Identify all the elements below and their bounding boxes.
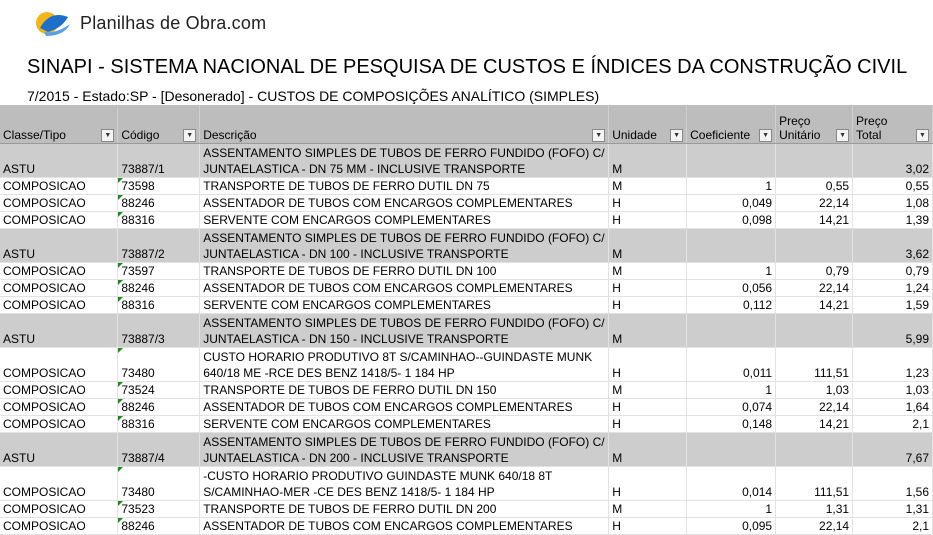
cell-coeficiente[interactable]: 1 [687, 501, 776, 518]
header-codigo[interactable] [118, 105, 200, 144]
cell-coeficiente[interactable]: 1 [687, 178, 776, 195]
header-preco-unitario[interactable] [776, 105, 853, 144]
description-line: ASSENTAMENTO SIMPLES DE TUBOS DE FERRO FUNDIDO (FOFO) C/ [203, 231, 605, 245]
description-line: SERVENTE COM ENCARGOS COMPLEMENTARES [203, 213, 491, 227]
astu-row[interactable] [0, 144, 933, 178]
cell-preco-unitario[interactable]: 0,79 [776, 263, 853, 280]
description-line: TRANSPORTE DE TUBOS DE FERRO DUTIL DN 200 [203, 502, 497, 516]
cell-coeficiente[interactable] [687, 229, 776, 263]
cell-coeficiente[interactable]: 0,112 [687, 297, 776, 314]
cell-unidade[interactable]: H [609, 416, 687, 433]
cell-unidade[interactable]: H [609, 518, 687, 535]
cell-coeficiente[interactable]: 0,049 [687, 195, 776, 212]
table-row[interactable] [0, 518, 933, 535]
description-line: ASSENTAMENTO SIMPLES DE TUBOS DE FERRO FUNDIDO (FOFO) C/ [203, 316, 605, 330]
table-row[interactable] [0, 263, 933, 280]
description-line: TRANSPORTE DE TUBOS DE FERRO DUTIL DN 100 [203, 264, 497, 278]
filter-dropdown-icon[interactable]: ▼ [183, 129, 196, 142]
cell-preco-total[interactable]: 2,1 [853, 416, 933, 433]
cell-preco-total[interactable]: 1,59 [853, 297, 933, 314]
table-row[interactable] [0, 501, 933, 518]
header-preco-total-label: Preço Total [856, 114, 888, 142]
cell-classe[interactable]: ASTU [0, 144, 118, 178]
cell-unidade[interactable]: H [609, 297, 687, 314]
composition-table [0, 105, 933, 535]
cell-preco-unitario[interactable]: 111,51 [776, 348, 853, 382]
cell-codigo[interactable]: 88316 [118, 416, 200, 433]
filter-dropdown-icon[interactable]: ▼ [759, 129, 772, 142]
cell-preco-unitario[interactable] [776, 229, 853, 263]
description-line: TRANSPORTE DE TUBOS DE FERRO DUTIL DN 150 [203, 383, 497, 397]
cell-codigo[interactable]: 88316 [118, 297, 200, 314]
cell-preco-unitario[interactable]: 14,21 [776, 416, 853, 433]
cell-preco-total[interactable]: 1,03 [853, 382, 933, 399]
description-line: JUNTAELASTICA - DN 200 - INCLUSIVE TRANSPORTE [203, 451, 509, 465]
cell-coeficiente[interactable]: 0,011 [687, 348, 776, 382]
astu-row[interactable] [0, 433, 933, 467]
cell-classe[interactable]: COMPOSICAO [0, 263, 118, 280]
description-line: JUNTAELASTICA - DN 75 MM - INCLUSIVE TRANSPORTE [203, 162, 526, 176]
cell-preco-total[interactable]: 0,55 [853, 178, 933, 195]
cell-unidade[interactable]: H [609, 195, 687, 212]
cell-preco-total[interactable]: 5,99 [853, 314, 933, 348]
filter-dropdown-icon[interactable]: ▼ [101, 129, 114, 142]
cell-unidade[interactable]: M [609, 178, 687, 195]
cell-classe[interactable]: COMPOSICAO [0, 348, 118, 382]
logo-bar [0, 0, 933, 48]
cell-descricao[interactable] [200, 178, 609, 195]
cell-unidade[interactable]: M [609, 501, 687, 518]
header-codigo-label: Código [121, 128, 160, 142]
cell-preco-total[interactable]: 7,67 [853, 433, 933, 467]
table-row[interactable] [0, 212, 933, 229]
cell-descricao[interactable] [200, 348, 609, 382]
cell-descricao[interactable] [200, 416, 609, 433]
table-row[interactable] [0, 416, 933, 433]
cell-preco-total[interactable]: 3,02 [853, 144, 933, 178]
page-title: SINAPI - SISTEMA NACIONAL DE PESQUISA DE CUSTOS E ÍNDICES DA CONSTRUÇÃO CIVIL [27, 56, 908, 78]
cell-descricao[interactable] [200, 501, 609, 518]
astu-row[interactable] [0, 229, 933, 263]
cell-codigo[interactable]: 73887/3 [118, 314, 200, 348]
description-line: ASSENTADOR DE TUBOS COM ENCARGOS COMPLEMENTARES [203, 400, 573, 414]
cell-classe[interactable]: COMPOSICAO [0, 178, 118, 195]
header-classe[interactable] [0, 105, 118, 144]
cell-classe[interactable]: ASTU [0, 433, 118, 467]
cell-preco-unitario[interactable]: 111,51 [776, 467, 853, 501]
cell-descricao[interactable] [200, 229, 609, 263]
cell-codigo[interactable]: 73480 [118, 348, 200, 382]
filter-dropdown-icon[interactable]: ▼ [836, 129, 849, 142]
header-row [0, 105, 933, 144]
cell-classe[interactable]: COMPOSICAO [0, 399, 118, 416]
description-line: ASSENTAMENTO SIMPLES DE TUBOS DE FERRO FUNDIDO (FOFO) C/ [203, 435, 605, 449]
cell-coeficiente[interactable] [687, 314, 776, 348]
cell-unidade[interactable]: M [609, 314, 687, 348]
description-line: SERVENTE COM ENCARGOS COMPLEMENTARES [203, 298, 491, 312]
cell-preco-unitario[interactable] [776, 144, 853, 178]
cell-preco-unitario[interactable] [776, 433, 853, 467]
cell-coeficiente[interactable]: 0,098 [687, 212, 776, 229]
cell-preco-unitario[interactable]: 22,14 [776, 399, 853, 416]
cell-descricao[interactable] [200, 314, 609, 348]
cell-coeficiente[interactable] [687, 433, 776, 467]
cell-preco-total[interactable]: 1,56 [853, 467, 933, 501]
cell-coeficiente[interactable]: 1 [687, 263, 776, 280]
logo-text: Planilhas de Obra.com [80, 13, 267, 33]
cell-coeficiente[interactable]: 0,014 [687, 467, 776, 501]
cell-coeficiente[interactable]: 1 [687, 382, 776, 399]
cell-descricao[interactable] [200, 518, 609, 535]
cell-classe[interactable]: ASTU [0, 314, 118, 348]
cell-classe[interactable]: COMPOSICAO [0, 416, 118, 433]
cell-unidade[interactable]: H [609, 399, 687, 416]
cell-unidade[interactable]: H [609, 212, 687, 229]
cell-coeficiente[interactable]: 0,095 [687, 518, 776, 535]
description-line: ASSENTADOR DE TUBOS COM ENCARGOS COMPLEMENTARES [203, 196, 573, 210]
header-coeficiente-label: Coeficiente [690, 128, 751, 142]
cell-coeficiente[interactable]: 0,074 [687, 399, 776, 416]
cell-descricao[interactable] [200, 280, 609, 297]
cell-unidade[interactable]: M [609, 229, 687, 263]
table-row[interactable] [0, 280, 933, 297]
description-line: ASSENTAMENTO SIMPLES DE TUBOS DE FERRO FUNDIDO (FOFO) C/ [203, 146, 605, 160]
header-coeficiente[interactable] [687, 105, 776, 144]
cell-unidade[interactable]: M [609, 433, 687, 467]
cell-unidade[interactable]: H [609, 348, 687, 382]
cell-preco-total[interactable]: 3,62 [853, 229, 933, 263]
header-descricao-label: Descrição [203, 128, 257, 142]
cell-preco-unitario[interactable]: 14,21 [776, 297, 853, 314]
description-line: ASSENTADOR DE TUBOS COM ENCARGOS COMPLEMENTARES [203, 281, 573, 295]
cell-codigo[interactable]: 73480 [118, 467, 200, 501]
description-line: S/CAMINHAO-MER -CE DES BENZ 1418/5- 1 184 HP [203, 485, 495, 499]
cell-preco-unitario[interactable]: 22,14 [776, 280, 853, 297]
cell-codigo[interactable]: 73887/1 [118, 144, 200, 178]
cell-preco-total[interactable]: 1,31 [853, 501, 933, 518]
cell-unidade[interactable]: H [609, 280, 687, 297]
cell-preco-unitario[interactable]: 0,55 [776, 178, 853, 195]
cell-unidade[interactable]: H [609, 467, 687, 501]
cell-descricao[interactable] [200, 144, 609, 178]
planilhas-logo-icon [34, 8, 74, 38]
table-row[interactable] [0, 399, 933, 416]
cell-preco-total[interactable]: 1,64 [853, 399, 933, 416]
cell-codigo[interactable]: 73597 [118, 263, 200, 280]
cell-descricao[interactable] [200, 297, 609, 314]
cell-descricao[interactable] [200, 433, 609, 467]
cell-classe[interactable]: ASTU [0, 229, 118, 263]
cell-descricao[interactable] [200, 467, 609, 501]
cell-codigo[interactable]: 88316 [118, 212, 200, 229]
cell-preco-unitario[interactable]: 22,14 [776, 195, 853, 212]
cell-descricao[interactable] [200, 195, 609, 212]
filter-dropdown-icon[interactable]: ▼ [916, 129, 929, 142]
header-preco-unitario-label: Preço Unitário [779, 114, 821, 142]
cell-classe[interactable]: COMPOSICAO [0, 467, 118, 501]
cell-preco-total[interactable]: 1,08 [853, 195, 933, 212]
description-line: CUSTO HORARIO PRODUTIVO 8T S/CAMINHAO--GUINDASTE MUNK [203, 350, 593, 364]
cell-classe[interactable]: COMPOSICAO [0, 195, 118, 212]
table-row[interactable] [0, 297, 933, 314]
cell-coeficiente[interactable]: 0,056 [687, 280, 776, 297]
cell-codigo[interactable]: 88246 [118, 518, 200, 535]
table-row[interactable] [0, 382, 933, 399]
cell-coeficiente[interactable]: 0,148 [687, 416, 776, 433]
table-row[interactable] [0, 178, 933, 195]
cell-codigo[interactable]: 88246 [118, 399, 200, 416]
cell-preco-unitario[interactable]: 14,21 [776, 212, 853, 229]
cell-classe[interactable]: COMPOSICAO [0, 280, 118, 297]
table-row[interactable] [0, 195, 933, 212]
cell-preco-total[interactable]: 1,24 [853, 280, 933, 297]
cell-classe[interactable]: COMPOSICAO [0, 382, 118, 399]
cell-preco-unitario[interactable]: 1,31 [776, 501, 853, 518]
cell-preco-total[interactable]: 2,1 [853, 518, 933, 535]
filter-dropdown-icon[interactable]: ▼ [592, 129, 605, 142]
cell-codigo[interactable]: 73887/4 [118, 433, 200, 467]
cell-descricao[interactable] [200, 263, 609, 280]
cell-unidade[interactable]: M [609, 144, 687, 178]
filter-dropdown-icon[interactable]: ▼ [670, 129, 683, 142]
cell-codigo[interactable]: 88246 [118, 280, 200, 297]
description-line: JUNTAELASTICA - DN 150 - INCLUSIVE TRANSPORTE [203, 332, 509, 346]
header-unidade-label: Unidade [612, 128, 657, 142]
cell-preco-unitario[interactable] [776, 314, 853, 348]
description-line: ASSENTADOR DE TUBOS COM ENCARGOS COMPLEMENTARES [203, 519, 573, 533]
table-row[interactable] [0, 467, 933, 501]
description-line: -CUSTO HORARIO PRODUTIVO GUINDASTE MUNK 640/18 8T [203, 469, 553, 483]
cell-descricao[interactable] [200, 382, 609, 399]
cell-classe[interactable]: COMPOSICAO [0, 501, 118, 518]
astu-row[interactable] [0, 314, 933, 348]
cell-preco-total[interactable]: 1,39 [853, 212, 933, 229]
cell-classe[interactable]: COMPOSICAO [0, 212, 118, 229]
cell-unidade[interactable]: M [609, 382, 687, 399]
cell-codigo[interactable]: 88246 [118, 195, 200, 212]
cell-preco-total[interactable]: 1,23 [853, 348, 933, 382]
header-unidade[interactable] [609, 105, 687, 144]
cell-descricao[interactable] [200, 212, 609, 229]
header-descricao[interactable] [200, 105, 609, 144]
cell-unidade[interactable]: M [609, 263, 687, 280]
cell-preco-total[interactable]: 0,79 [853, 263, 933, 280]
cell-classe[interactable]: COMPOSICAO [0, 297, 118, 314]
cell-preco-unitario[interactable]: 1,03 [776, 382, 853, 399]
page-subtitle: 7/2015 - Estado:SP - [Desonerado] - CUSTOS DE COMPOSIÇÕES ANALÍTICO (SIMPLES) [27, 88, 600, 104]
description-line: JUNTAELASTICA - DN 100 - INCLUSIVE TRANSPORTE [203, 247, 509, 261]
description-line: TRANSPORTE DE TUBOS DE FERRO DUTIL DN 75 [203, 179, 490, 193]
description-line: 640/18 ME -RCE DES BENZ 1418/5- 1 184 HP [203, 366, 455, 380]
header-classe-label: Classe/Tipo [3, 128, 66, 142]
cell-codigo[interactable]: 73598 [118, 178, 200, 195]
description-line: SERVENTE COM ENCARGOS COMPLEMENTARES [203, 417, 491, 431]
cell-descricao[interactable] [200, 399, 609, 416]
cell-codigo[interactable]: 73524 [118, 382, 200, 399]
cell-coeficiente[interactable] [687, 144, 776, 178]
table-row[interactable] [0, 348, 933, 382]
cell-codigo[interactable]: 73523 [118, 501, 200, 518]
cell-classe[interactable]: COMPOSICAO [0, 518, 118, 535]
header-preco-total[interactable] [853, 105, 933, 144]
cell-codigo[interactable]: 73887/2 [118, 229, 200, 263]
cell-preco-unitario[interactable]: 22,14 [776, 518, 853, 535]
